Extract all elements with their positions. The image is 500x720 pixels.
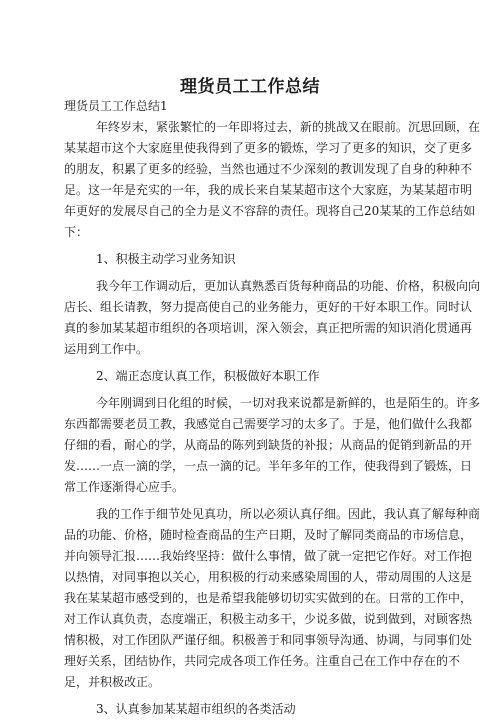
document-title: 理货员工工作总结 — [180, 77, 320, 97]
text-line: 真的参加某某超市组织的各项培训，深入领会，真正把所需的知识消化贯通再 — [64, 321, 473, 335]
section-heading: 3、认真参加某某超市组织的各类活动 — [96, 702, 296, 716]
text-line: 的朋友，积累了更多的经验，当然也通过不少深刻的教训发现了自身的种种不 — [64, 162, 473, 176]
text-line: 某某超市这个大家庭里使我得到了更多的锻炼，学习了更多的知识，交了更多 — [64, 141, 473, 155]
section-heading: 2、端正态度认真工作，积极做好本职工作 — [96, 369, 320, 383]
text-line: 并向领导汇报……我始终坚持：做什么事情，做了就一定把它作好。对工作抱 — [64, 549, 473, 563]
text-line: 品的功能、价格，随时检查商品的生产日期，及时了解同类商品的市场信息， — [64, 528, 473, 542]
paragraph-section-1 — [64, 276, 481, 360]
text-line: 足。这一年是充实的一年，我的成长来自某某超市这个大家庭，为某某超市明 — [64, 183, 473, 197]
text-line: 发……一点一滴的学，一点一滴的记。半年多年的工作，使我得到了锻炼，日 — [64, 459, 473, 473]
text-line: 理好关系，团结协作，共同完成各项工作任务。注重自己在工作中存在的不 — [64, 654, 461, 668]
text-line: 我在某某超市感受到的，也是希望我能够切切实实做到的在。日常的工作中， — [64, 591, 473, 605]
text-line: 足，并积极改正。 — [64, 675, 161, 689]
text-line: 对工作认真负责，态度端正，积极主动多干，少说多做，说到做到，对顾客热 — [64, 612, 473, 626]
document-subtitle: 理货员工工作总结1 — [64, 99, 168, 113]
paragraph-intro — [64, 117, 481, 243]
text-line: 我的工作于细节处见真功，所以必须认真仔细。因此，我认真了解每种商 — [96, 507, 481, 521]
text-line: 年更好的发展尽自己的全力是义不容辞的责任。现将自己20某某的工作总结如 — [64, 204, 476, 218]
text-line: 店长、组长请教，努力提高使自己的业务能力，更好的干好本职工作。同时认 — [64, 300, 473, 314]
text-line: 常工作逐渐得心应手。 — [64, 480, 185, 494]
text-line: 情积极，对工作团队严谨仔细。积极善于和同事领导沟通、协调，与同事们处 — [64, 633, 473, 647]
section-heading: 1、积极主动学习业务知识 — [96, 252, 236, 266]
text-line: 年终岁末，紧张繁忙的一年即将过去，新的挑战又在眼前。沉思回顾，在 — [96, 120, 481, 134]
text-line: 东西都需要老员工教，我感觉自己需要学习的太多了。于是，他们做什么我都 — [64, 417, 473, 431]
text-line: 运用到工作中。 — [64, 342, 149, 356]
text-line: 以热情，对同事抱以关心，用积极的行动来感染周围的人，带动周围的人这是 — [64, 570, 473, 584]
document-body — [64, 96, 481, 720]
text-line: 仔细的看，耐心的学，从商品的陈列到缺货的补报；从商品的促销到新品的开 — [64, 438, 473, 452]
text-line: 下： — [64, 225, 89, 239]
text-line: 我今年工作调动后，更加认真熟悉百货每种商品的功能、价格，积极向向 — [96, 279, 481, 293]
paragraph-section-2a — [64, 393, 481, 498]
text-line: 今年刚调到日化组的时候，一切对我来说都是新鲜的，也是陌生的。许多 — [96, 396, 481, 410]
paragraph-section-2b — [64, 504, 481, 693]
